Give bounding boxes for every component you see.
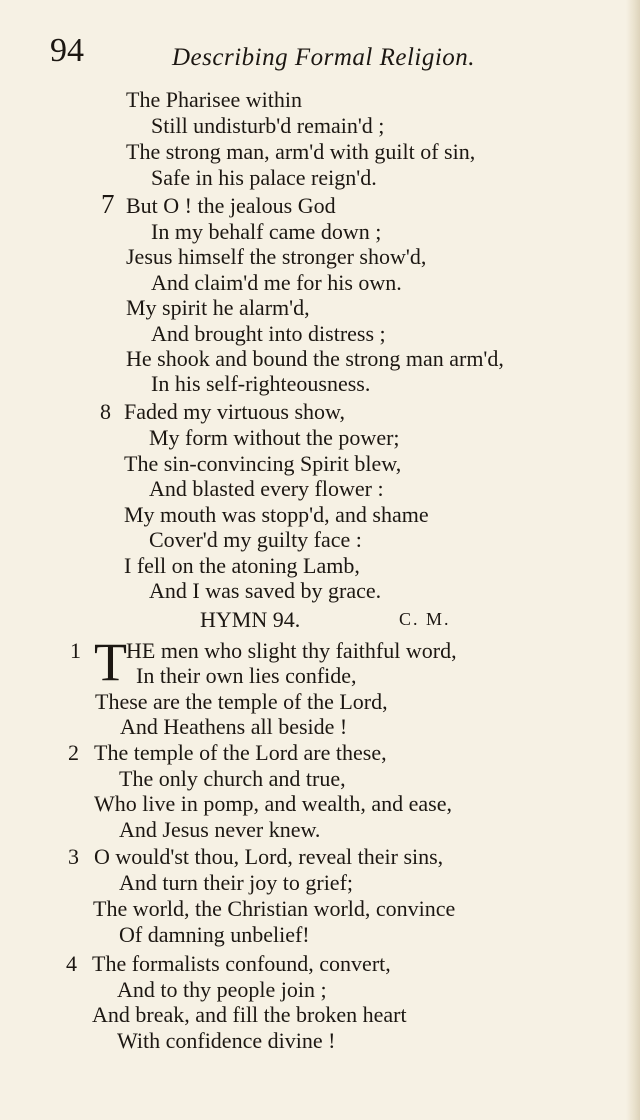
stanza-number: 8 — [100, 399, 111, 424]
page-edge-shadow — [626, 0, 640, 1120]
running-head: Describing Formal Religion. — [172, 44, 476, 71]
verse-line: The world, the Christian world, convince — [93, 896, 456, 921]
verse-line: The strong man, arm'd with guilt of sin, — [126, 139, 476, 164]
verse-line: Safe in his palace reign'd. — [151, 165, 377, 190]
verse-line: The Pharisee within — [126, 87, 302, 112]
verse-line: My form without the power; — [149, 425, 400, 450]
verse-line: In their own lies confide, — [136, 663, 357, 688]
verse-line: The only church and true, — [119, 766, 346, 791]
verse-line: I fell on the atoning Lamb, — [124, 553, 360, 578]
verse-line: Jesus himself the stronger show'd, — [126, 244, 427, 269]
verse-line: But O ! the jealous God — [126, 193, 336, 218]
verse-line: The temple of the Lord are these, — [94, 740, 387, 765]
verse-line: My mouth was stopp'd, and shame — [124, 502, 429, 527]
verse-line: O would'st thou, Lord, reveal their sins, — [94, 844, 444, 869]
verse-line: And Jesus never knew. — [119, 817, 321, 842]
verse-line: Still undisturb'd remain'd ; — [151, 113, 385, 138]
verse-line: In his self-righteousness. — [151, 371, 371, 396]
verse-number: 3 — [68, 844, 79, 869]
drop-cap: T — [94, 632, 127, 692]
verse-line: And break, and fill the broken heart — [92, 1002, 407, 1027]
verse-line: And turn their joy to grief; — [119, 870, 354, 895]
verse-line: The formalists confound, convert, — [92, 951, 391, 976]
verse-line: And blasted every flower : — [149, 476, 384, 501]
verse-line: And to thy people join ; — [117, 977, 327, 1002]
hymn-meter: C. M. — [399, 609, 451, 629]
verse-line: Of damning unbelief! — [119, 922, 310, 947]
verse-line: With confidence divine ! — [117, 1028, 336, 1053]
verse-line: And claim'd me for his own. — [151, 270, 402, 295]
verse-line: Cover'd my guilty face : — [149, 527, 362, 552]
stanza-number: 7 — [101, 189, 115, 219]
verse-line: And Heathens all beside ! — [120, 714, 348, 739]
verse-line: In my behalf came down ; — [151, 219, 382, 244]
verse-number: 1 — [70, 638, 81, 663]
verse-line: HE men who slight thy faithful word, — [126, 638, 457, 663]
verse-line: He shook and bound the strong man arm'd, — [126, 346, 504, 371]
verse-number: 4 — [66, 951, 77, 976]
page-number: 94 — [50, 32, 84, 69]
verse-line: And I was saved by grace. — [149, 578, 382, 603]
verse-line: And brought into distress ; — [151, 321, 386, 346]
verse-line: Who live in pomp, and wealth, and ease, — [94, 791, 453, 816]
verse-line: These are the temple of the Lord, — [95, 689, 388, 714]
verse-line: My spirit he alarm'd, — [126, 295, 310, 320]
verse-line: The sin-convincing Spirit blew, — [124, 451, 402, 476]
verse-line: Faded my virtuous show, — [124, 399, 346, 424]
hymn-title: HYMN 94. — [200, 607, 301, 632]
verse-number: 2 — [68, 740, 79, 765]
